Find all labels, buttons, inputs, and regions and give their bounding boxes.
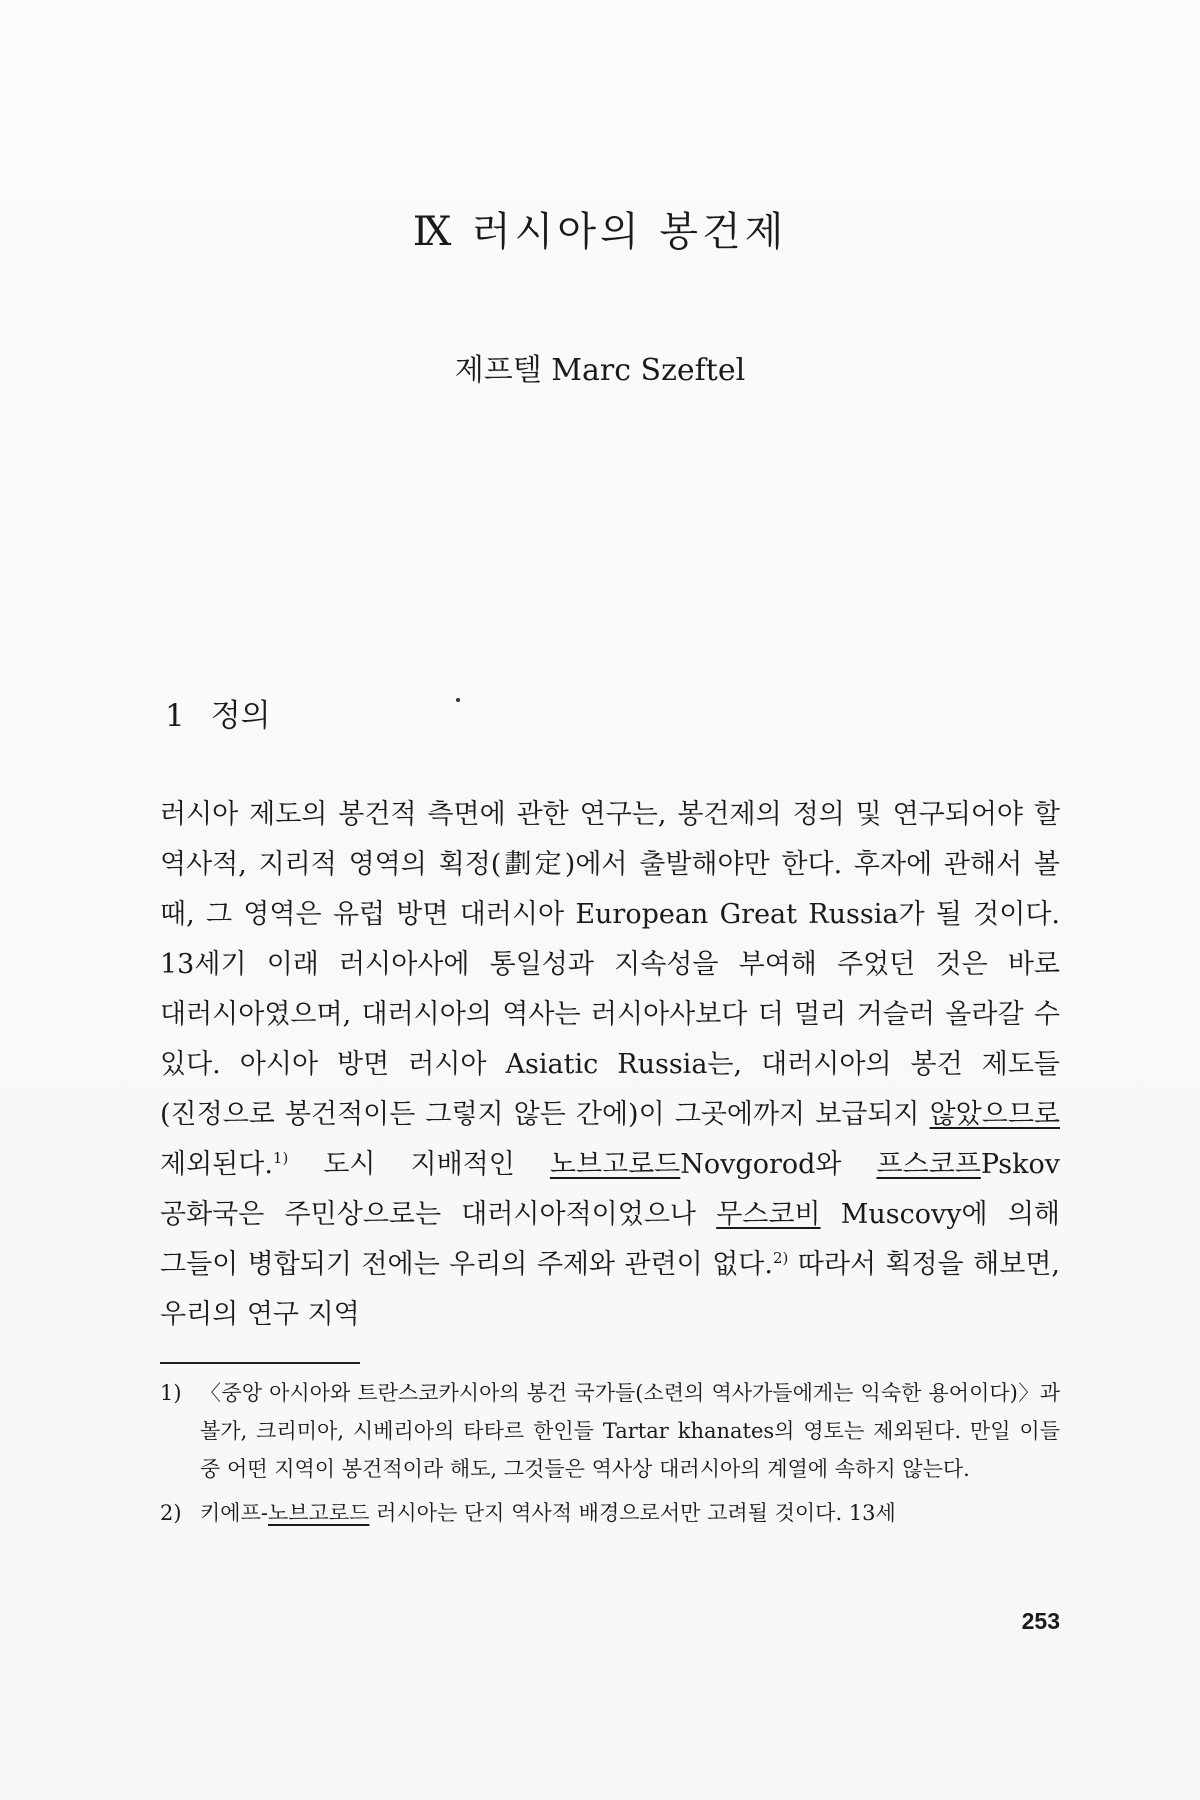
underlined-term: 프스코프 [876,1149,981,1180]
section-title: 정의 [210,698,271,734]
chapter-title: Ⅸ 러시아의 봉건제 [412,209,788,255]
section-number: 1 [165,698,185,734]
footnote-text: 〈중앙 아시아와 트란스코카시아의 봉건 국가들(소련의 역사가들에게는 익숙한 용어이다)〉과 볼가, 크리미아, 시베리아의 타타르 한인들 Tartar khanates의 영토는 제외된다. 만일 이들 중 어떤 지역이 봉건적이라 해도, 그것들은 역사상 대러시아의 계열에 속하지 않는다. [200,1381,1060,1481]
body-paragraph [160,790,1060,1340]
underlined-term: 노브고로드 [549,1149,681,1180]
body-text-segment: Novgorod와 [680,1149,877,1180]
footnote-reference-2: 2) [772,1249,789,1267]
speck-mark [456,698,460,702]
body-text-segment: Pskov 공화국은 주민상으로는 대러시아적이었으나 [160,1149,1060,1230]
footnote-text: 러시아는 단지 역사적 배경으로서만 고려될 것이다. 13세 [369,1501,896,1525]
page-number: 253 [1021,1608,1060,1634]
footnote-reference-1: 1) [272,1149,289,1167]
author-name: 제프텔 Marc Szeftel [454,353,746,388]
footnote-separator [160,1362,360,1364]
footnote-number: 1) [160,1381,182,1405]
body-text-segment: 도시 지배적인 [288,1149,550,1180]
body-text-segment: 따라서 획정을 해보면, 우리의 연구 지역 [160,1249,1060,1330]
body-text-segment: Muscovy에 의해 그들이 병합되기 전에는 우리의 주제와 관련이 없다. [160,1199,1061,1280]
body-text-segment: 러시아 제도의 봉건적 측면에 관한 연구는, 봉건제의 정의 및 연구되어야 할 역사적, 지리적 영역의 획정(劃定)에서 출발해야만 한다. 후자에 관해서 볼 때, 그 영역은 유럽 방면 대러시아 European Great Russia가 될 것이다. 13세기 이래 러시아사에 통일성과 지속성을 부여해 주었던 것은 바로 대러시아였으며, 대러시아의 역사는 러시아사보다 더 멀리 거슬러 올라갈 수 있다. 아시아 방면 러시아 Asiatic Russia는, 대러시아의 봉건 제도들(진정으로 봉건적이든 그렇지 않든 간에)이 그곳에까지 보급되지 [160,799,1060,1130]
underlined-term: 노브고로드 [267,1501,370,1525]
underlined-term: 무스코비 [716,1199,821,1230]
footnote-2 [160,1494,1060,1532]
body-text-segment: 제외된다. [160,1149,273,1180]
underlined-term: 않았으므로 [929,1099,1060,1130]
footnote-text: 키에프- [200,1501,268,1525]
footnote-number: 2) [160,1501,182,1525]
footnote-1 [160,1374,1060,1488]
footnotes [160,1374,1060,1532]
section-heading [165,690,271,735]
